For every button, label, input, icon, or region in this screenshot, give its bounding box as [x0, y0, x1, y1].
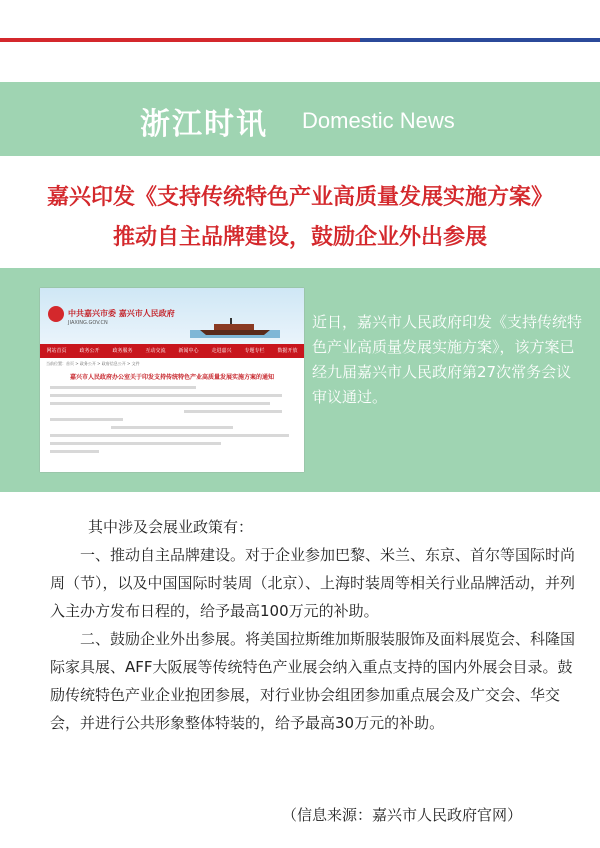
headline-line-2: 推动自主品牌建设，鼓励企业外出参展 — [112, 225, 487, 250]
top-divider-blue — [360, 38, 600, 42]
top-divider — [0, 38, 600, 42]
website-screenshot — [40, 288, 304, 472]
screenshot-doc-title: 嘉兴市人民政府办公室关于印发支持传统特色产业高质量发展实施方案的通知 — [69, 374, 274, 381]
intro-box — [0, 268, 600, 492]
banner-title-en: Domestic News — [302, 108, 455, 133]
screenshot-nav-item: 专题专栏 — [244, 348, 265, 354]
policy-lead: 其中涉及会展业政策有： — [88, 518, 254, 536]
screenshot-nav-item: 新闻中心 — [178, 348, 199, 354]
screenshot-nav-item: 数据开放 — [277, 348, 298, 354]
screenshot-header — [40, 288, 304, 344]
policy-item-2: 二、鼓励企业外出参展。将美国拉斯维加斯服装服饰及面料展览会、科隆国际家具展、AFF大阪展等传统特色产业展会纳入重点支持的国内外展会目录。鼓励传统特色产业企业抱团参展，对行业协会组团参加重点展会及广交会、华交会，并进行公共形象整体特装的，给予最高30万元的补助。 — [50, 630, 576, 732]
intro-text: 近日，嘉兴市人民政府印发《支持传统特色产业高质量发展实施方案》，该方案已经九届嘉兴市人民政府第27次常务会议审议通过。 — [312, 313, 583, 406]
banner-title-cn: 浙江时讯 — [140, 107, 268, 142]
info-source: （信息来源：嘉兴市人民政府官网） — [282, 806, 523, 824]
headline-line-1: 嘉兴印发《支持传统特色产业高质量发展实施方案》 — [46, 185, 553, 210]
policy-item-1: 一、推动自主品牌建设。对于企业参加巴黎、米兰、东京、首尔等国际时尚周（节），以及中国国际时装周（北京）、上海时装周等相关行业品牌活动，并列入主办方发布日程的，给予最高100万元的补助。 — [50, 546, 576, 620]
article-body — [50, 513, 586, 737]
screenshot-nav-item: 走进嘉兴 — [211, 348, 232, 354]
red-boat-icon — [190, 316, 280, 338]
screenshot-text-lines — [50, 386, 294, 458]
screenshot-nav-item: 政务服务 — [112, 348, 133, 354]
screenshot-nav-item: 网站首页 — [46, 348, 67, 354]
screenshot-nav — [40, 344, 304, 358]
screenshot-nav-item: 政务公开 — [79, 348, 100, 354]
national-emblem-icon — [48, 306, 64, 322]
screenshot-site-url: JIAXING.GOV.CN — [68, 320, 108, 326]
screenshot-breadcrumb: 当前位置：首页 > 政务公开 > 政府信息公开 > 文件 — [46, 361, 140, 366]
screenshot-nav-item: 互动交流 — [145, 348, 166, 354]
screenshot-site-name: 中共嘉兴市委 嘉兴市人民政府 — [68, 309, 175, 318]
top-divider-red — [0, 38, 360, 42]
section-banner — [0, 82, 600, 156]
